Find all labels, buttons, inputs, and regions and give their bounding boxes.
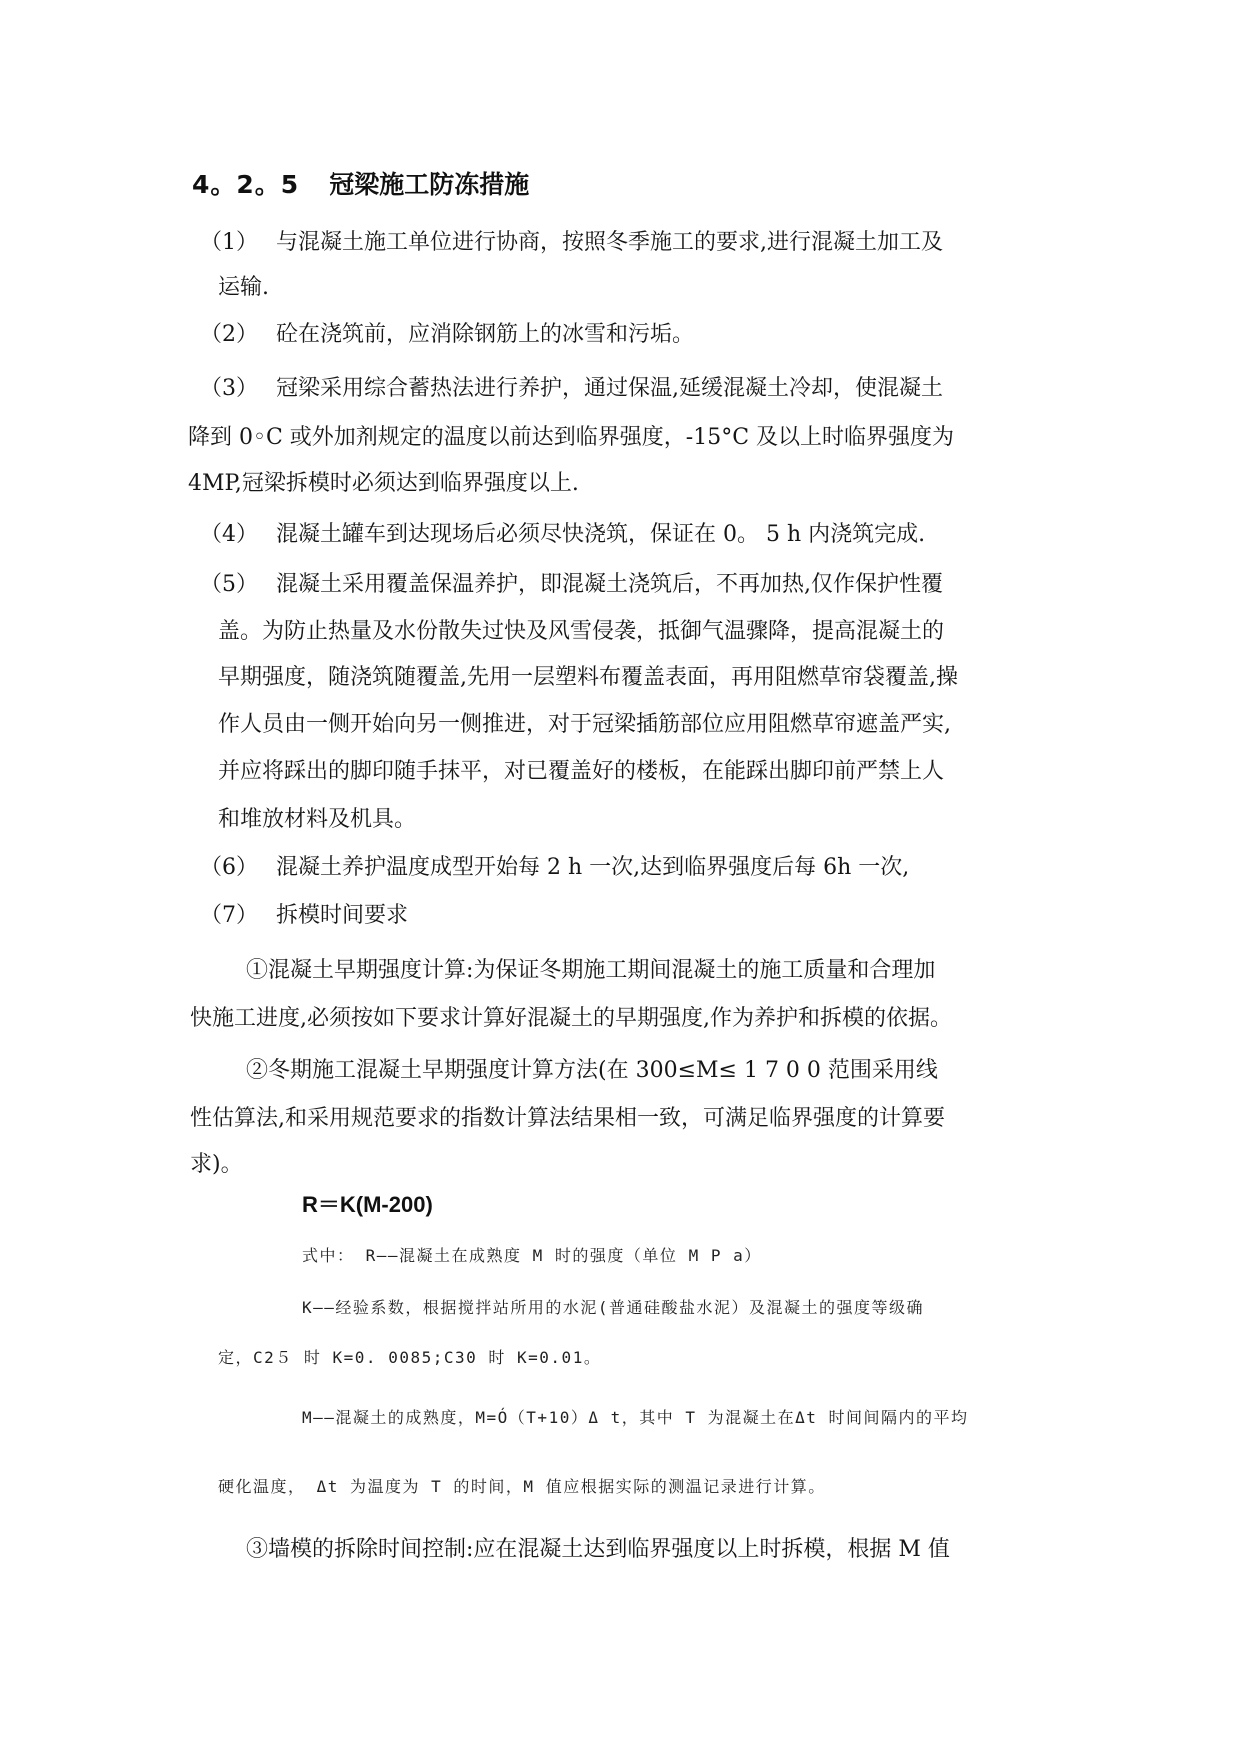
item-number: （2） [200,322,258,347]
item-text: 拆模时间要求 [276,903,409,928]
formula-note: 式中： R——混凝土在成熟度 M 时的强度（单位 M P a） [302,1246,762,1265]
list-item-3 [200,374,943,404]
item-number: （7） [200,903,258,928]
item-continuation: 降到 0◦C 或外加剂规定的温度以前达到临界强度，-15°C 及以上时临界强度为 [188,425,955,450]
formula-note: K——经验系数，根据搅拌站所用的水泥(普通硅酸盐水泥）及混凝土的强度等级确 [302,1298,925,1317]
paragraph-line: ①混凝土早期强度计算:为保证冬期施工期间混凝土的施工质量和合理加 [246,958,936,983]
item-continuation: 4MP,冠梁拆模时必须达到临界强度以上. [188,471,579,496]
item-continuation: 并应将踩出的脚印随手抹平，对已覆盖好的楼板，在能踩出脚印前严禁上人 [218,759,945,784]
section-number: 4。2。5 [192,170,300,199]
list-item-2 [200,320,694,350]
paragraph-line: 求)。 [190,1152,243,1177]
item-text: 冠梁采用综合蓄热法进行养护，通过保温,延缓混凝土冷却，使混凝土 [276,376,943,401]
formula-note: M——混凝土的成熟度，M=Ó（T+10）Δ t，其中 T 为混凝土在Δt 时间间隔内的平均 [302,1408,969,1427]
section-title: 冠梁施工防冻措施 [329,170,530,199]
item-number: （6） [200,855,258,880]
item-number: （5） [200,572,258,597]
list-item-1 [200,228,943,258]
section-heading [192,168,529,202]
formula-note: 定，C2５ 时 K=0. 0085;C30 时 K=0.01。 [218,1348,602,1367]
item-text: 与混凝土施工单位进行协商，按照冬季施工的要求,进行混凝土加工及 [276,230,943,255]
paragraph-line: 性估算法,和采用规范要求的指数计算法结果相一致，可满足临界强度的计算要 [190,1106,945,1131]
item-continuation: 早期强度，随浇筑随覆盖,先用一层塑料布覆盖表面，再用阻燃草帘袋覆盖,操 [218,665,958,690]
item-number: （4） [200,522,258,547]
item-text: 混凝土罐车到达现场后必须尽快浇筑，保证在 0。 5 h 内浇筑完成. [276,522,926,547]
paragraph-line: ②冬期施工混凝土早期强度计算方法(在 300≤M≤ 1 7 0 0 范围采用线 [246,1058,938,1083]
list-item-5 [200,570,943,600]
list-item-6 [200,853,909,883]
item-continuation: 盖。为防止热量及水份散失过快及风雪侵袭，抵御气温骤降，提高混凝土的 [218,619,945,644]
paragraph-line: ③墙模的拆除时间控制:应在混凝土达到临界强度以上时拆模，根据 M 值 [246,1537,950,1562]
formula-note: 硬化温度， Δt 为温度为 T 的时间，M 值应根据实际的测温记录进行计算。 [218,1477,826,1496]
formula: R＝K(M-200) [302,1192,433,1217]
paragraph-line: 快施工进度,必须按如下要求计算好混凝土的早期强度,作为养护和拆模的依据。 [190,1006,952,1031]
list-item-4 [200,520,925,550]
item-continuation: 运输. [218,275,269,300]
item-continuation: 和堆放材料及机具。 [218,807,417,832]
item-text: 混凝土养护温度成型开始每 2 h 一次,达到临界强度后每 6h 一次, [276,855,910,880]
item-number: （1） [200,230,258,255]
item-continuation: 作人员由一侧开始向另一侧推进，对于冠梁插筋部位应用阻燃草帘遮盖严实, [218,712,951,737]
item-text: 混凝土采用覆盖保温养护，即混凝土浇筑后，不再加热,仅作保护性覆 [276,572,943,597]
item-number: （3） [200,376,258,401]
item-text: 砼在浇筑前，应消除钢筋上的冰雪和污垢。 [276,322,695,347]
list-item-7 [200,901,408,931]
